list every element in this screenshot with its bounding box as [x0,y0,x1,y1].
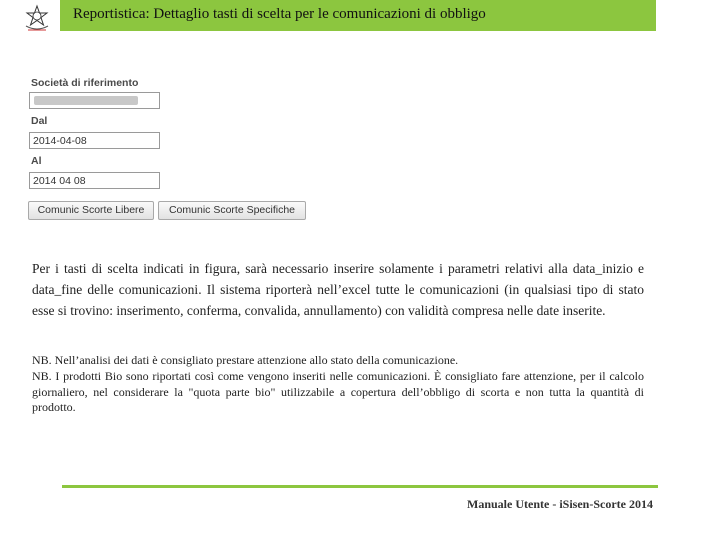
al-date-field[interactable]: 2014 04 08 [29,172,160,189]
description-paragraph: Per i tasti di scelta indicati in figura, sarà necessario inserire solamente i parametri relativi alla data_inizio e data_fine delle comunicazioni. Il sistema riporterà nell’excel tutte le comunicazioni (in qualsiasi tipo di stato esse si trovino: inserimento, conferma, convalida, annullamento) con validità compresa nelle date inserite. [32,261,644,318]
note-analysis: NB. Nell’analisi dei dati è consigliato prestare attenzione allo stato della comunicazione. [32,353,459,367]
societa-value-redacted [34,96,138,105]
republic-emblem-icon [22,4,52,32]
footer-divider [62,485,658,488]
footer-text: Manuale Utente - iSisen-Scorte 2014 [467,497,653,511]
page-title: Reportistica: Dettaglio tasti di scelta per le comunicazioni di obbligo [73,6,486,22]
al-label: Al [31,155,42,167]
comunic-scorte-specifiche-button[interactable]: Comunic Scorte Specifiche [158,201,306,220]
societa-field[interactable] [29,92,160,109]
dal-date-field[interactable]: 2014-04-08 [29,132,160,149]
societa-label: Società di riferimento [31,77,139,89]
note-bio-products: NB. I prodotti Bio sono riportati così come vengono inseriti nelle comunicazioni. È consigliato fare attenzione, per il calcolo giornaliero, nel considerare la "quota parte bio" utilizzabile a copertura dell’obbligo di scorta e non tutta la quantità di prodotto. [32,369,644,414]
dal-label: Dal [31,115,48,127]
comunic-scorte-libere-button[interactable]: Comunic Scorte Libere [28,201,154,220]
